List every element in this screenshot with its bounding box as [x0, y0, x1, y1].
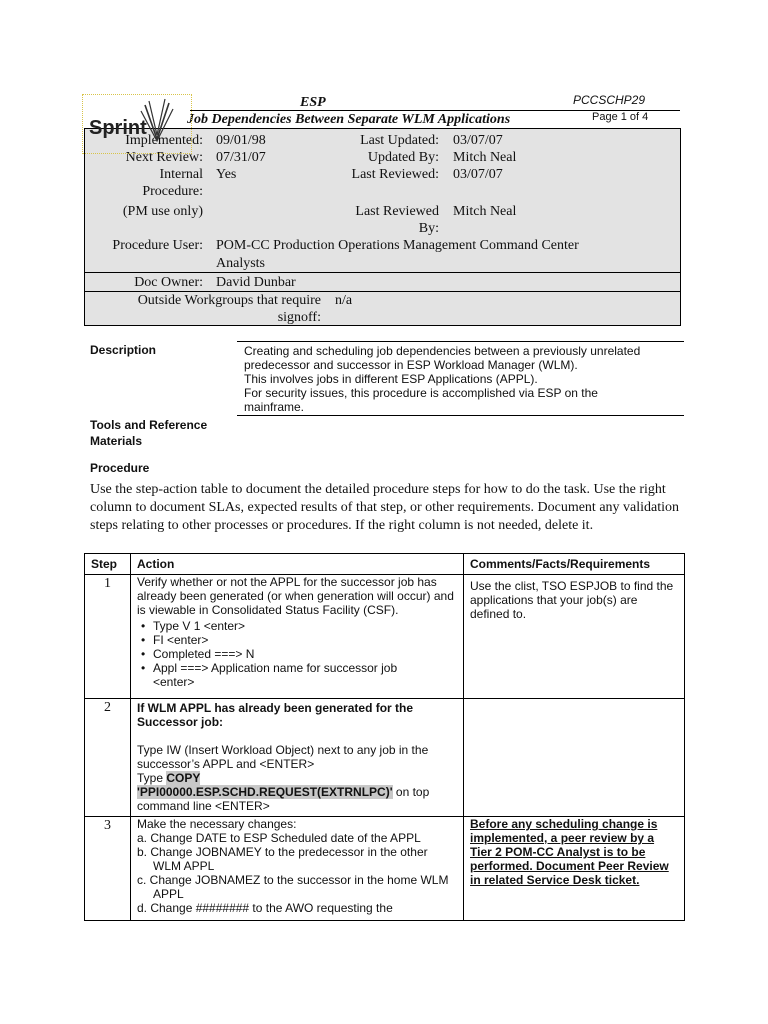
procedure-label: Procedure: — [142, 184, 203, 199]
bullet-item: • Type V 1 <enter> — [153, 619, 457, 633]
change-list — [137, 831, 457, 915]
document-code: PCCSCHP29 — [573, 93, 646, 107]
copy-command: 'PPI00000.ESP.SCHD.REQUEST(EXTRNLPC)' — [137, 785, 393, 799]
comment-cell — [464, 575, 685, 699]
outside-workgroups-label: Outside Workgroups that require — [137, 293, 321, 308]
updated-by-label: Updated By: — [367, 150, 439, 165]
action-text: Make the necessary changes: — [137, 817, 297, 831]
action-text: Verify whether or not the APPL for the successor job has already been generated (or when generation will occur) and is viewable in Consolidated Status Facility (CSF). — [137, 575, 454, 617]
table-row — [85, 575, 685, 699]
action-text: Type IW (Insert Workload Object) next to any job in the successor’s APPL and <ENTER> — [137, 743, 429, 771]
implemented-label: Implemented: — [125, 133, 203, 148]
comment-cell — [464, 699, 685, 817]
info-divider-1 — [85, 272, 680, 273]
document-title: Job Dependencies Between Separate WLM Applications — [187, 112, 511, 127]
pm-use-label: (PM use only) — [122, 204, 203, 219]
tools-heading-line: Materials — [90, 434, 143, 448]
action-cell — [131, 699, 464, 817]
document-info-box — [84, 128, 681, 326]
last-reviewed-label: Last Reviewed: — [351, 167, 439, 182]
change-item: b. Change JOBNAMEY to the predecessor in the other WLM APPL — [137, 845, 428, 873]
last-reviewed-by-label: Last Reviewed — [355, 204, 439, 219]
internal-label: Internal — [159, 167, 203, 182]
action-bullets — [137, 619, 457, 689]
page-number: Page 1 of 4 — [592, 111, 649, 123]
description-line: predecessor and successor in ESP Workload Manager (WLM). — [244, 358, 578, 372]
procedure-user-value-2: Analysts — [216, 256, 265, 271]
outside-workgroups-value: n/a — [335, 293, 353, 308]
internal-value: Yes — [216, 167, 237, 182]
description-text — [244, 344, 684, 414]
table-row — [85, 817, 685, 921]
action-cell — [131, 817, 464, 921]
action-column-header: Action — [131, 554, 464, 575]
step-number: 2 — [85, 699, 131, 817]
bullet-item — [153, 661, 457, 689]
tools-heading-line: Tools and Reference — [90, 418, 208, 432]
step-action-table — [84, 553, 685, 921]
step-column-header: Step — [85, 554, 131, 575]
outside-workgroups-label-2: signoff: — [277, 310, 321, 325]
description-line: For security issues, this procedure is accomplished via ESP on the — [244, 386, 598, 400]
bullet-text: Appl ===> Application name for successor job — [153, 661, 398, 675]
description-heading: Description — [90, 343, 157, 357]
procedure-intro: Use the step-action table to document the detailed procedure steps for how to do the task. Use the right column to document SLAs, expected results of that step, or other requirements. Document any validation steps relating to other processes or procedures. If the right column is not needed, delete it. — [90, 482, 680, 533]
last-reviewed-by-value: Mitch Neal — [453, 204, 517, 219]
bullet-text: <enter> — [153, 675, 195, 689]
step-number: 1 — [85, 575, 131, 699]
bullet-item: • Completed ===> N — [153, 647, 457, 661]
comments-column-header: Comments/Facts/Requirements — [464, 554, 685, 575]
comment-cell — [464, 817, 685, 921]
type-word: Type — [137, 771, 167, 785]
command-tail: on top command line <ENTER> — [137, 785, 430, 813]
header-esp: ESP — [300, 95, 326, 110]
description-bottom-rule — [237, 415, 684, 416]
last-reviewed-by-label-2: By: — [418, 221, 439, 236]
procedure-user-label: Procedure User: — [112, 238, 203, 253]
change-item: c. Change JOBNAMEZ to the successor in the home WLM APPL — [137, 873, 449, 901]
doc-owner-label: Doc Owner: — [134, 275, 203, 290]
procedure-user-value: POM-CC Production Operations Management Command Center — [216, 238, 579, 253]
description-line: Creating and scheduling job dependencies between a previously unrelated — [244, 344, 641, 358]
description-line: This involves jobs in different ESP Applications (APPL). — [244, 372, 538, 386]
procedure-heading: Procedure — [90, 461, 150, 475]
last-updated-label: Last Updated: — [360, 133, 439, 148]
comment-text: Use the clist, TSO ESPJOB to find the applications that your job(s) are defined to. — [470, 579, 674, 621]
updated-by-value: Mitch Neal — [453, 150, 517, 165]
change-item: d. Change ######## to the AWO requesting the — [137, 901, 393, 915]
implemented-value: 09/01/98 — [216, 133, 266, 148]
next-review-value: 07/31/07 — [216, 150, 266, 165]
table-row — [85, 699, 685, 817]
doc-owner-value: David Dunbar — [216, 275, 296, 290]
step-number: 3 — [85, 817, 131, 921]
last-updated-value: 03/07/07 — [453, 133, 503, 148]
bullet-item: • FI <enter> — [153, 633, 457, 647]
description-line: mainframe. — [244, 400, 305, 414]
table-header-row — [85, 554, 685, 575]
change-item: a. Change DATE to ESP Scheduled date of the APPL — [137, 831, 421, 845]
command-line — [137, 771, 457, 813]
condition-heading: If WLM APPL has already been generated for the Successor job: — [137, 701, 414, 729]
action-cell — [131, 575, 464, 699]
description-top-rule — [237, 341, 684, 342]
logo-text: Sprint — [89, 117, 147, 139]
sprint-logo — [82, 94, 192, 154]
last-reviewed-value: 03/07/07 — [453, 167, 503, 182]
copy-keyword: COPY — [166, 771, 201, 785]
peer-review-note: Before any scheduling change is implemented, a peer review by a Tier 2 POM-CC Analyst is to be performed. Document Peer Review in related Service Desk ticket. — [470, 817, 669, 887]
next-review-label: Next Review: — [125, 150, 203, 165]
tools-heading — [90, 417, 207, 449]
